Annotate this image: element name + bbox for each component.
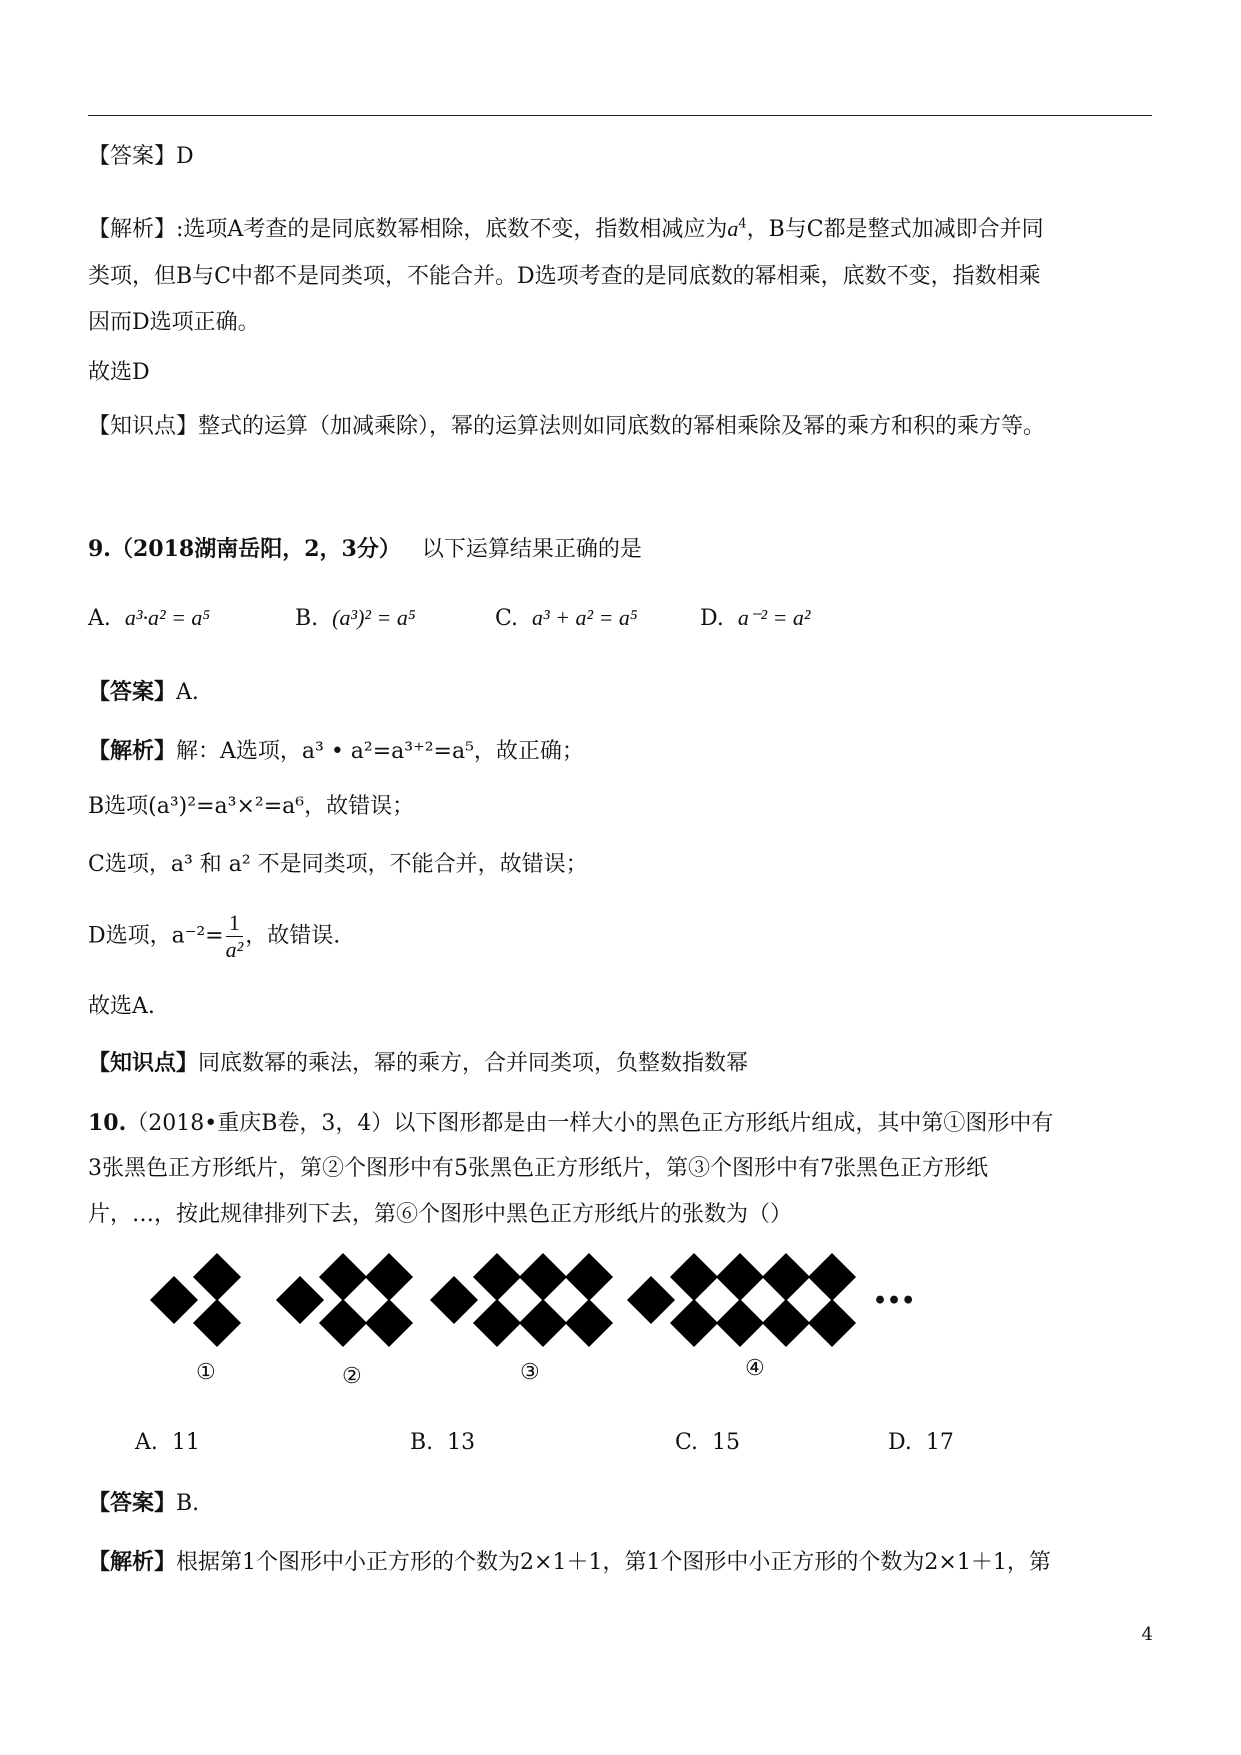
- fraction: [226, 910, 244, 963]
- analysis-text: :选项A考查的是同底数幂相除，底数不变，指数相减应为: [176, 217, 728, 242]
- q9-option-b: [295, 605, 416, 631]
- analysis-line-1: [88, 212, 1044, 247]
- answer-value: B.: [176, 1491, 200, 1516]
- q9-analysis-3: C选项，a³ 和 a² 不是同类项，不能合并，故错误；: [88, 852, 588, 877]
- q9-answer: [88, 675, 199, 710]
- q9-option-a: [88, 605, 210, 631]
- q9-option-d: [700, 605, 811, 631]
- q10-option-b: [410, 1430, 475, 1455]
- answer-tag: 【答案】: [88, 679, 177, 705]
- q9-analysis-4: [88, 910, 340, 963]
- q10-line-3: 片，…，按此规律排列下去，第⑥个图形中黑色正方形纸片的张数为（）: [88, 1202, 793, 1227]
- analysis-line-3: 因而D选项正确。: [88, 310, 260, 335]
- q9-source: （2018湖南岳阳，2，3分）: [110, 536, 401, 562]
- option-label: D.: [700, 606, 724, 631]
- q9-conclusion: 故选A.: [88, 994, 155, 1019]
- option-label: D.: [888, 1430, 912, 1455]
- q10-analysis-1: [88, 1545, 1051, 1580]
- header-rule: [88, 115, 1152, 116]
- pattern-1: [150, 1253, 241, 1347]
- q9-knowledge-point: [88, 1046, 748, 1081]
- option-label: A.: [88, 606, 111, 631]
- q10-line-2: 3张黑色正方形纸片，第②个图形中有5张黑色正方形纸片，第③个图形中有7张黑色正方形纸: [88, 1156, 988, 1181]
- analysis-line-2: 类项，但B与C中都不是同类项，不能合并。D选项考查的是同底数的幂相乘，底数不变，指数相乘: [88, 264, 1041, 289]
- q9-analysis-1: [88, 734, 584, 769]
- q9-number: 9.: [88, 536, 111, 562]
- option-label: C.: [495, 606, 519, 631]
- figure-label-4: ④: [745, 1356, 765, 1381]
- figure-label-1: ①: [196, 1360, 216, 1385]
- option-label: B.: [295, 606, 319, 631]
- q9-option-c: [495, 605, 638, 631]
- answer-line: [88, 140, 194, 174]
- answer-tag: 【答案】: [88, 1490, 177, 1516]
- option-expr: a⁻² = a²: [737, 605, 811, 630]
- q10-answer: [88, 1486, 199, 1521]
- analysis-text: 根据第1个图形中小正方形的个数为2×1＋1，第1个图形中小正方形的个数为2×1＋1，第: [176, 1550, 1051, 1575]
- answer-tag: 【答案】: [88, 144, 177, 169]
- math-exp: 4: [738, 216, 747, 232]
- kp-tag: 【知识点】: [88, 1050, 199, 1076]
- kp-text: 整式的运算（加减乘除），幂的运算法则如同底数的幂相乘除及幂的乘方和积的乘方等。: [198, 414, 1046, 439]
- analysis-text: D选项，a⁻²=: [88, 923, 224, 949]
- analysis-text-post: ，故错误.: [245, 923, 341, 949]
- option-label: B.: [410, 1430, 434, 1455]
- fraction-numerator: 1: [226, 910, 244, 937]
- pattern-4: [627, 1253, 856, 1347]
- pattern-3: [430, 1253, 613, 1347]
- q10-number: 10.: [88, 1110, 127, 1136]
- option-value: 17: [925, 1430, 954, 1455]
- option-expr: a³·a² = a⁵: [124, 605, 211, 630]
- figure-label-2: ②: [342, 1364, 362, 1389]
- kp-text: 同底数幂的乘法，幂的乘方，合并同类项，负整数指数幂: [198, 1051, 749, 1076]
- q10-line-1: [88, 1106, 1053, 1141]
- page-number: 4: [1141, 1624, 1153, 1645]
- analysis-text-b: ，B与C都是整式加减即合并同: [746, 217, 1044, 242]
- q10-option-c: [675, 1430, 740, 1455]
- pattern-2: [276, 1253, 413, 1347]
- diamond-figure: [0, 1250, 1241, 1410]
- figure-label-3: ③: [520, 1360, 540, 1385]
- q10-text: （2018•重庆B卷，3，4）以下图形都是由一样大小的黑色正方形纸片组成，其中第①图形中有: [126, 1111, 1054, 1136]
- option-value: 13: [447, 1430, 476, 1455]
- knowledge-point: [88, 410, 1045, 444]
- answer-value: D: [176, 144, 194, 169]
- option-expr: (a³)² = a⁵: [332, 605, 416, 630]
- q9-analysis-2: B选项(a³)²=a³×²=a⁶，故错误；: [88, 794, 415, 819]
- option-value: 15: [712, 1430, 741, 1455]
- answer-value: A.: [176, 680, 199, 705]
- q10-option-a: [135, 1430, 200, 1455]
- analysis-tag: 【解析】: [88, 217, 177, 242]
- math-a: a: [727, 216, 739, 241]
- option-value: 11: [171, 1430, 200, 1455]
- q10-option-d: [888, 1430, 954, 1455]
- analysis-tag: 【解析】: [88, 1549, 177, 1575]
- kp-tag: 【知识点】: [88, 414, 199, 439]
- analysis-text: 解：A选项，a³ • a²=a³⁺²=a⁵，故正确；: [176, 739, 584, 764]
- q9-stem: [88, 532, 642, 567]
- q9-question: 以下运算结果正确的是: [421, 537, 642, 562]
- option-label: A.: [135, 1430, 158, 1455]
- fraction-denominator: a²: [225, 937, 244, 962]
- analysis-tag: 【解析】: [88, 738, 177, 764]
- option-label: C.: [675, 1430, 699, 1455]
- figure-ellipsis: •••: [873, 1288, 916, 1314]
- conclusion: 故选D: [88, 360, 150, 385]
- option-expr: a³ + a² = a⁵: [532, 605, 638, 630]
